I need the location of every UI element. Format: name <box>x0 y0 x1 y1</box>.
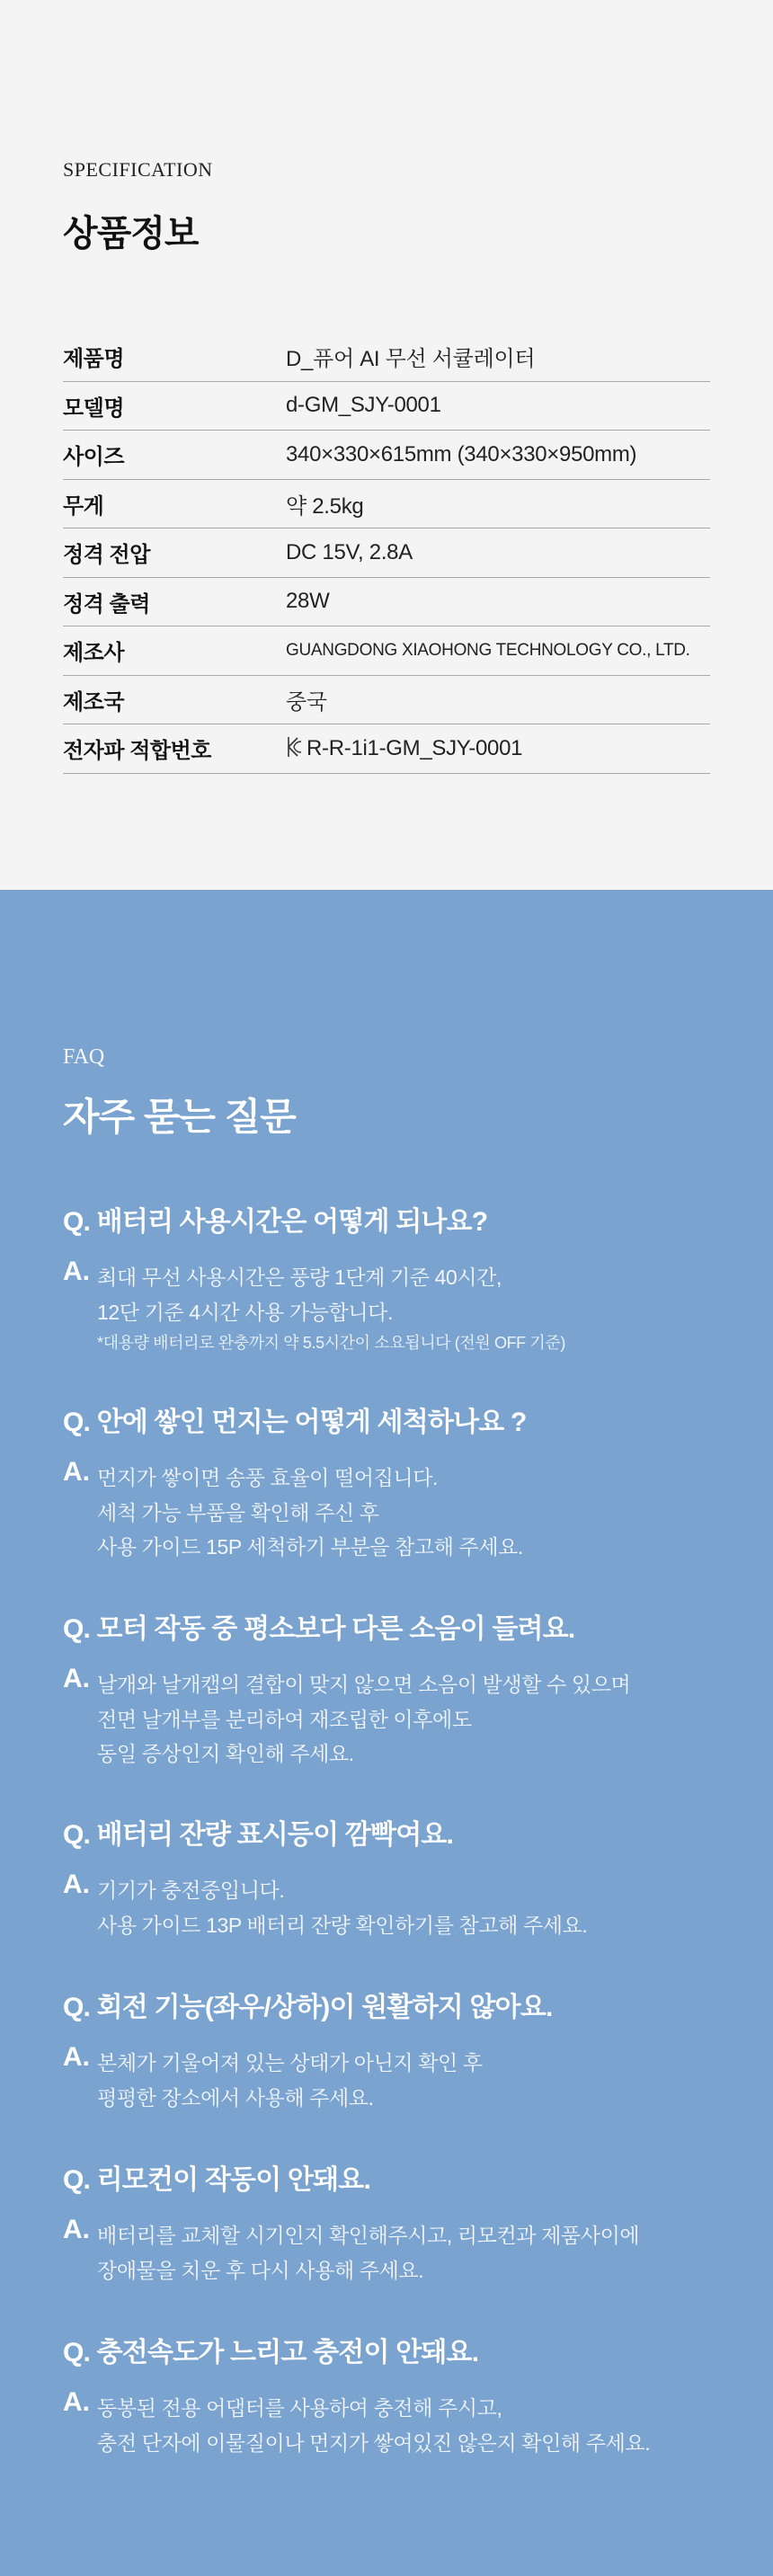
faq-item-battery-time <box>63 1204 728 1356</box>
answer-line: 날개와 날개캡의 결합이 맞지 않으면 소음이 발생할 수 있으며 <box>97 1673 631 1696</box>
answer-line: 사용 가이드 15P 세척하기 부분을 참고해 주세요. <box>97 1535 523 1559</box>
answer-mark: A. <box>63 1257 90 1286</box>
faq-question: Q. 모터 작동 중 평소보다 다른 소음이 들려요. <box>63 1614 575 1644</box>
answer-line: 전면 날개부를 분리하여 재조립한 이후에도 <box>97 1707 472 1731</box>
specification-section <box>0 0 773 890</box>
spec-label: 사이즈 <box>63 445 125 470</box>
spec-row-manufacturer <box>63 626 710 676</box>
answer-line: 본체가 기울어져 있는 상태가 아닌지 확인 후 <box>97 2051 483 2074</box>
spec-row-emc-number <box>63 724 710 774</box>
answer-mark: A. <box>63 2215 90 2244</box>
spec-value: 중국 <box>286 689 327 715</box>
faq-answer <box>63 1457 728 1565</box>
spec-label: 제조사 <box>63 641 125 666</box>
spec-row-model <box>63 382 710 431</box>
faq-item-rotation <box>63 1990 728 2115</box>
faq-question: Q. 회전 기능(좌우/상하)이 원활하지 않아요. <box>63 1993 553 2022</box>
spec-value-with-icon <box>286 736 522 761</box>
spec-row-size <box>63 431 710 480</box>
emc-number: R-R-1i1-GM_SJY-0001 <box>307 735 523 760</box>
answer-line: 장애물을 치운 후 다시 사용해 주세요. <box>97 2258 424 2282</box>
answer-line: 기기가 충전중입니다. <box>97 1879 285 1902</box>
answer-mark: A. <box>63 1870 90 1899</box>
spec-label: 전자파 적합번호 <box>63 739 211 764</box>
faq-item-charging <box>63 2335 728 2460</box>
answer-mark: A. <box>63 1664 90 1693</box>
spec-row-country <box>63 676 710 725</box>
spec-row-rated-output <box>63 578 710 627</box>
spec-label: 제조국 <box>63 689 125 715</box>
spec-row-weight <box>63 480 710 529</box>
faq-answer <box>63 2387 728 2460</box>
answer-line: 먼지가 쌓이면 송풍 효율이 떨어집니다. <box>97 1466 439 1489</box>
spec-value: D_퓨어 AI 무선 서큘레이터 <box>286 347 536 372</box>
faq-question: Q. 리모컨이 작동이 안돼요. <box>63 2165 371 2195</box>
faq-answer <box>63 1870 728 1942</box>
answer-mark: A. <box>63 1457 90 1487</box>
kc-mark-icon <box>286 734 304 759</box>
answer-mark: A. <box>63 2387 90 2417</box>
spec-label: 정격 전압 <box>63 543 150 568</box>
faq-answer <box>63 1664 728 1772</box>
spec-value: 340×330×615mm (340×330×950mm) <box>286 441 637 466</box>
spec-row-product-name <box>63 333 710 382</box>
answer-note: *대용량 배터리로 완충까지 약 5.5시간이 소요됩니다 (전원 OFF 기준) <box>97 1334 565 1352</box>
faq-item-remote <box>63 2163 728 2287</box>
spec-label: 모델명 <box>63 395 125 421</box>
spec-value: DC 15V, 2.8A <box>286 539 413 564</box>
spec-label: 무게 <box>63 493 104 519</box>
spec-value: GUANGDONG XIAOHONG TECHNOLOGY CO., LTD. <box>286 640 690 660</box>
faq-title: 자주 묻는 질문 <box>63 1096 296 1138</box>
spec-value: 28W <box>286 589 330 614</box>
answer-line: 세척 가능 부품을 확인해 주신 후 <box>97 1500 379 1524</box>
spec-title: 상품정보 <box>63 214 199 253</box>
spec-value: 약 2.5kg <box>286 493 364 519</box>
answer-line: 평평한 장소에서 사용해 주세요. <box>97 2085 374 2110</box>
faq-section <box>0 890 773 2576</box>
faq-answer <box>63 2215 728 2287</box>
faq-eyebrow: FAQ <box>63 1045 105 1069</box>
answer-line: 배터리를 교체할 시기인지 확인해주시고, 리모컨과 제품사이에 <box>97 2224 640 2247</box>
faq-item-motor-noise <box>63 1612 728 1772</box>
answer-line: 사용 가이드 13P 배터리 잔량 확인하기를 참고해 주세요. <box>97 1913 588 1937</box>
spec-label: 정격 출력 <box>63 591 150 617</box>
faq-question: Q. 충전속도가 느리고 충전이 안돼요. <box>63 2338 479 2367</box>
spec-table <box>63 333 710 774</box>
spec-value: d-GM_SJY-0001 <box>286 393 441 418</box>
faq-item-dust-cleaning <box>63 1405 728 1565</box>
faq-answer <box>63 2042 728 2115</box>
answer-line: 충전 단자에 이물질이나 먼지가 쌓여있진 않은지 확인해 주세요. <box>97 2430 651 2455</box>
spec-eyebrow: SPECIFICATION <box>63 158 213 181</box>
answer-line: 최대 무선 사용시간은 풍량 1단계 기준 40시간, <box>97 1266 502 1289</box>
faq-question: Q. 안에 쌓인 먼지는 어떻게 세척하나요 ? <box>63 1408 527 1437</box>
answer-line: 12단 기준 4시간 사용 가능합니다. <box>97 1300 393 1324</box>
faq-answer <box>63 1257 728 1356</box>
faq-question: Q. 배터리 사용시간은 어떻게 되나요? <box>63 1207 488 1237</box>
answer-mark: A. <box>63 2042 90 2072</box>
faq-item-battery-indicator <box>63 1817 728 1942</box>
faq-question: Q. 배터리 잔량 표시등이 깜빡여요. <box>63 1820 454 1850</box>
answer-line: 동봉된 전용 어댑터를 사용하여 충전해 주시고, <box>97 2396 502 2420</box>
spec-label: 제품명 <box>63 347 125 372</box>
spec-row-rated-voltage <box>63 529 710 578</box>
answer-line: 동일 증상인지 확인해 주세요. <box>97 1742 354 1765</box>
